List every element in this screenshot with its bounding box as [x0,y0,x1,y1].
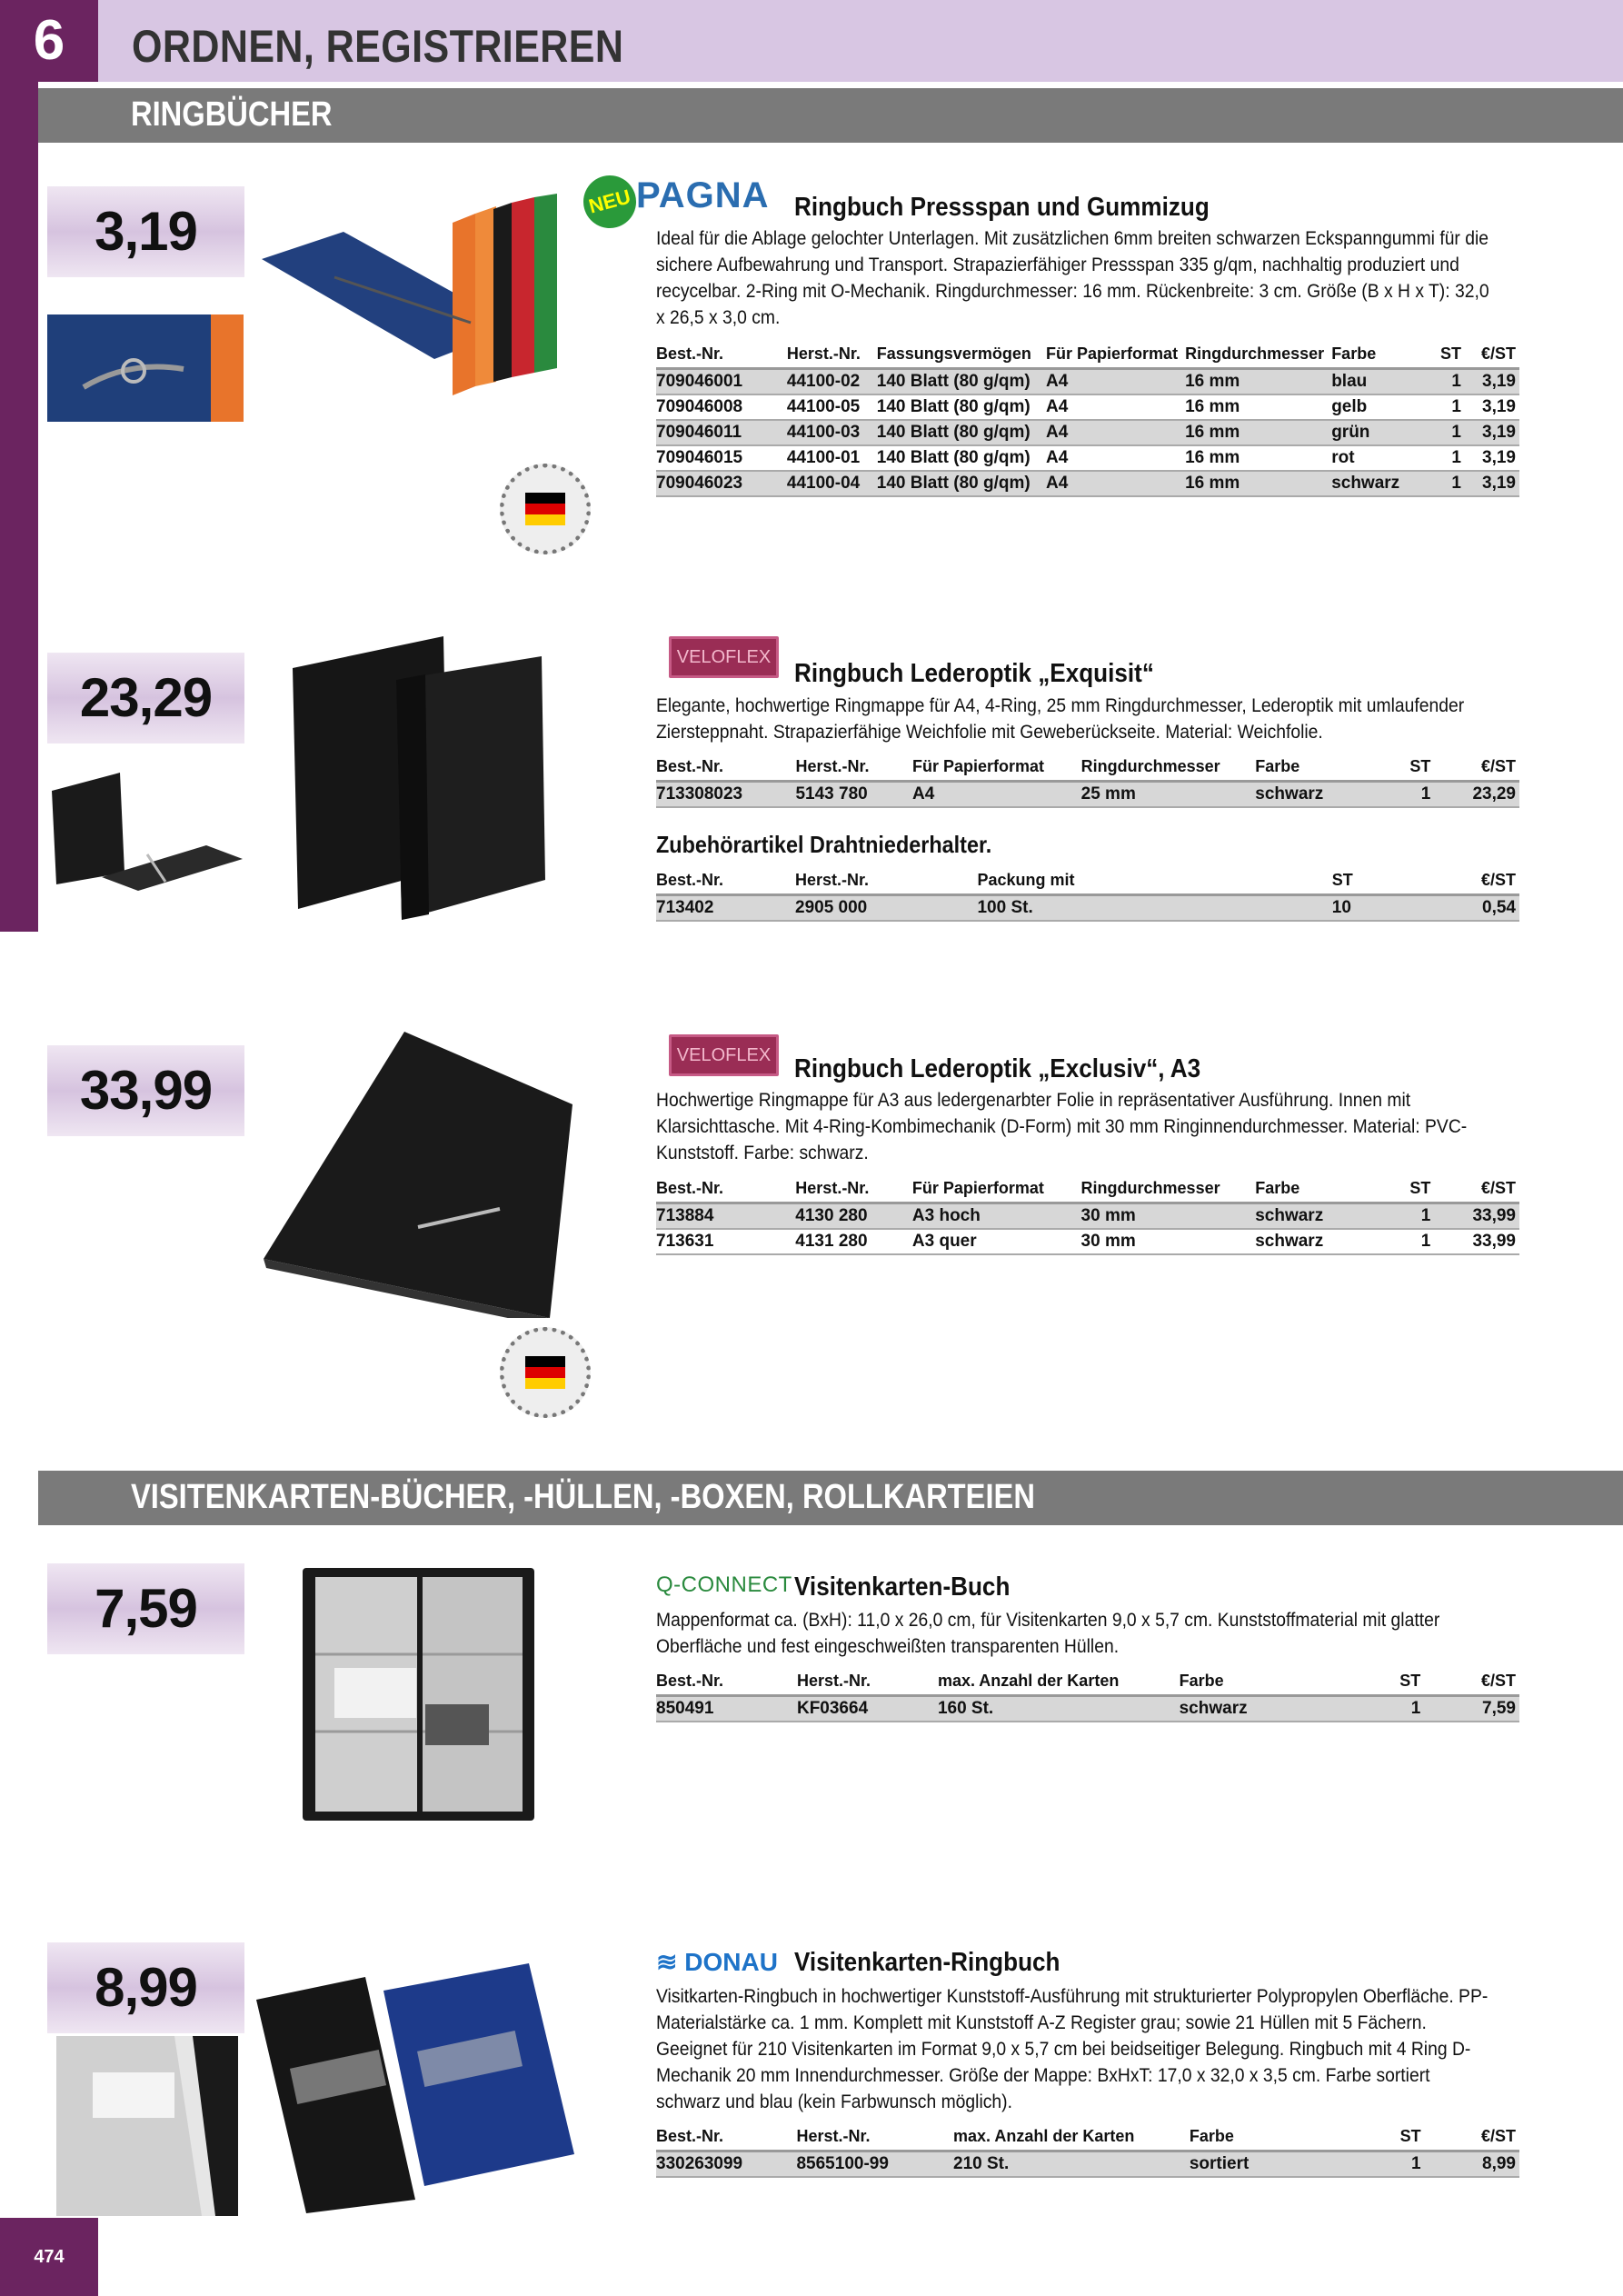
cell: 44100-04 [787,471,877,496]
table-row [656,394,1519,420]
cell: 16 mm [1185,445,1331,471]
col-header: Für Papierformat [912,1176,1081,1203]
cell: A4 [1046,394,1185,420]
brand-name: DONAU [684,1948,778,1976]
col-header: Packung mit [977,868,1331,895]
col-header: Ringdurchmesser [1081,754,1256,782]
table-row [656,1229,1519,1254]
col-header: Herst.-Nr. [795,868,977,895]
order-number: 713884 [656,1203,795,1230]
product-image [262,186,575,441]
product-image-detail [47,768,244,891]
col-header: Farbe [1331,342,1428,369]
product-description: Hochwertige Ringmappe für A3 aus ledergenarbter Folie in repräsentativer Ausführung. Innen mit Klarsichttasche. Mit 4-Ring-Kombimechanik (D-Form) mit 30 mm Ringinnendurchmesser. Material: PVC-Kunststoff. Farbe: schwarz. [656,1090,1468,1163]
cell: 140 Blatt (80 g/qm) [877,445,1046,471]
order-number: 330263099 [656,2151,796,2178]
col-header: max. Anzahl der Karten [938,1669,1180,1696]
product-image [259,1027,577,1318]
col-header: Farbe [1255,1176,1403,1203]
cell: 4130 280 [795,1203,912,1230]
made-in-germany-badge [500,1327,591,1418]
cell: blau [1331,369,1428,395]
price-tag: 23,29 [47,653,244,744]
col-header: Für Papierformat [912,754,1081,782]
order-number: 713631 [656,1229,795,1254]
col-header: €/ST [1465,342,1519,369]
cell: 3,19 [1465,369,1519,395]
product-image [256,1963,574,2213]
cell: 3,19 [1465,394,1519,420]
cell: 2905 000 [795,895,977,922]
cell: schwarz [1180,1696,1393,1722]
col-header: Ringdurchmesser [1081,1176,1256,1203]
col-header: €/ST [1424,1669,1519,1696]
chapter-number: 6 [0,0,98,82]
cell: 1 [1428,471,1465,496]
cell: 3,19 [1465,445,1519,471]
section-header-ringbuecher [38,88,1623,143]
brand-logo-qconnect: Q-CONNECT [656,1572,792,1597]
cell: schwarz [1331,471,1428,496]
col-header: ST [1403,1176,1434,1203]
product-image [303,1568,534,1821]
col-header: €/ST [1425,2124,1519,2151]
brand-logo-pagna: PAGNA [636,175,770,215]
cell: 4131 280 [795,1229,912,1254]
cell: 1 [1393,1696,1424,1722]
product-image [289,636,553,923]
col-header: ST [1428,342,1465,369]
cell: 140 Blatt (80 g/qm) [877,471,1046,496]
table-row [656,1696,1519,1722]
accessory-table [656,868,1519,922]
cell: 140 Blatt (80 g/qm) [877,420,1046,445]
table-row [656,1203,1519,1230]
cell: 3,19 [1465,420,1519,445]
col-header: Herst.-Nr. [796,2124,953,2151]
section-title: RINGBÜCHER [131,95,333,134]
col-header: Best.-Nr. [656,1176,795,1203]
col-header: ST [1332,868,1444,895]
price-tag: 3,19 [47,186,244,277]
order-number: 709046011 [656,420,787,445]
cell: A3 hoch [912,1203,1081,1230]
brand-name: VELOFLEX [676,1045,772,1065]
cell: 33,99 [1434,1229,1519,1254]
table-row [656,895,1519,922]
cell: 1 [1394,2151,1425,2178]
cell: 30 mm [1081,1229,1256,1254]
brand-logo-donau [656,1947,778,1977]
cell: sortiert [1190,2151,1394,2178]
product-title: Ringbuch Lederoptik „Exclusiv“, A3 [794,1054,1201,1083]
table-row [656,445,1519,471]
waves-icon: ≋ [656,1948,685,1976]
cell: 140 Blatt (80 g/qm) [877,394,1046,420]
cell: 5143 780 [795,782,912,808]
product-table [656,1176,1519,1255]
col-header: max. Anzahl der Karten [953,2124,1190,2151]
cell: A4 [1046,471,1185,496]
col-header: Für Papierformat [1046,342,1185,369]
cell: A4 [1046,420,1185,445]
table-row [656,369,1519,395]
cell: A4 [912,782,1081,808]
table-row [656,420,1519,445]
brand-logo-veloflex [669,1034,779,1076]
order-number: 850491 [656,1696,797,1722]
cell: 7,59 [1424,1696,1519,1722]
product-table [656,342,1519,497]
cell: 16 mm [1185,471,1331,496]
cell: 210 St. [953,2151,1190,2178]
cell: A4 [1046,445,1185,471]
cell: 0,54 [1444,895,1519,922]
col-header: Best.-Nr. [656,868,795,895]
page-number: 474 [0,2218,98,2296]
product-title: Visitenkarten-Buch [794,1572,1011,1602]
product-title: Ringbuch Pressspan und Gummizug [794,193,1210,222]
col-header: Farbe [1190,2124,1394,2151]
cell: 160 St. [938,1696,1180,1722]
table-row [656,2151,1519,2178]
cell: 140 Blatt (80 g/qm) [877,369,1046,395]
cell: 23,29 [1434,782,1519,808]
col-header: €/ST [1444,868,1519,895]
col-header: Farbe [1255,754,1403,782]
cell: 25 mm [1081,782,1256,808]
section-header-visitenkarten [38,1471,1623,1525]
table-row [656,471,1519,496]
cell: 1 [1403,1229,1434,1254]
col-header: Fassungsvermögen [877,342,1046,369]
section-title: VISITENKARTEN-BÜCHER, -HÜLLEN, -BOXEN, ROLLKARTEIEN [131,1478,1035,1516]
product-image-detail [47,314,244,422]
cell: A3 quer [912,1229,1081,1254]
cell: 1 [1403,1203,1434,1230]
col-header: Best.-Nr. [656,754,795,782]
cell: 1 [1428,394,1465,420]
col-header: Best.-Nr. [656,2124,796,2151]
cell: 16 mm [1185,420,1331,445]
col-header: Herst.-Nr. [797,1669,938,1696]
new-badge: NEU [577,169,642,234]
product-description: Elegante, hochwertige Ringmappe für A4, 4-Ring, 25 mm Ringdurchmesser, Lederoptik mit umlaufender Ziersteppnaht. Strapazierfähige Weichfolie mit Geweberückseite. Material: Weichfolie. [656,695,1465,743]
col-header: Herst.-Nr. [795,1176,912,1203]
cell: gelb [1331,394,1428,420]
cell: schwarz [1255,1229,1403,1254]
product-description: Mappenformat ca. (BxH): 11,0 x 26,0 cm, für Visitenkarten 9,0 x 5,7 cm. Kunststoffmaterial mit glatter Oberfläche und fest eingeschweißten transparenten Hüllen. [656,1610,1440,1657]
table-row [656,782,1519,808]
cell: 1 [1428,445,1465,471]
accessory-title: Zubehörartikel Drahtniederhalter. [656,831,992,858]
cell: schwarz [1255,1203,1403,1230]
cell: 1 [1403,782,1434,808]
order-number: 709046023 [656,471,787,496]
chapter-strip [0,82,38,932]
product-table [656,1669,1519,1722]
cell: 16 mm [1185,394,1331,420]
col-header: Best.-Nr. [656,1669,797,1696]
cell: schwarz [1255,782,1403,808]
cell: 33,99 [1434,1203,1519,1230]
col-header: Best.-Nr. [656,342,787,369]
col-header: ST [1403,754,1434,782]
cell: 8,99 [1425,2151,1519,2178]
brand-logo-veloflex [669,636,779,678]
cell: 10 [1332,895,1444,922]
cell: A4 [1046,369,1185,395]
price-tag: 8,99 [47,1942,244,2033]
order-number: 709046015 [656,445,787,471]
price-tag: 33,99 [47,1045,244,1136]
made-in-germany-badge [500,464,591,554]
col-header: ST [1393,1669,1424,1696]
cell: 3,19 [1465,471,1519,496]
product-description: Visitkarten-Ringbuch in hochwertiger Kunststoff-Ausführung mit strukturierter Polypropylen Oberfläche. PP-Materialstärke ca. 1 mm. Komplett mit Kunststoff A-Z Register grau; sowie 21 Hüllen mit 5 Fächern. Geeignet für 210 Visitenkarten im Format 9,0 x 5,7 cm bei beidseitiger Belegung. Ringbuch mit 4 Ring D-Mechanik 20 mm Innendurchmesser. Größe der Mappe: BxHxT: 17,0 x 32,0 x 3,5 cm. Farbe sortiert schwarz und blau (kein Farbwunsch möglich). [656,1986,1489,2112]
cell: 44100-03 [787,420,877,445]
order-number: 713402 [656,895,795,922]
product-title: Visitenkarten-Ringbuch [794,1948,1060,1977]
german-flag-icon [525,1356,565,1389]
product-description: Ideal für die Ablage gelochter Unterlagen. Mit zusätzlichen 6mm breiten schwarzen Eckspanngummi für die sichere Aufbewahrung und Transport. Strapazierfähiger Pressspan 335 g/qm, nachhaltig produziert und recycelbar. 2-Ring mit O-Mechanik. Ringdurchmesser: 16 mm. Rückenbreite: 3 cm. Größe (B x H x T): 32,0 x 26,5 x 3,0 cm. [656,228,1489,328]
price-tag: 7,59 [47,1563,244,1654]
col-header: Herst.-Nr. [787,342,877,369]
chapter-title: ORDNEN, REGISTRIEREN [132,21,624,72]
col-header: €/ST [1434,1176,1519,1203]
cell: 44100-05 [787,394,877,420]
brand-name: VELOFLEX [676,647,772,667]
cell: 1 [1428,369,1465,395]
cell: 44100-02 [787,369,877,395]
order-number: 709046008 [656,394,787,420]
cell: 44100-01 [787,445,877,471]
german-flag-icon [525,493,565,525]
col-header: €/ST [1434,754,1519,782]
product-image-detail [56,2036,238,2216]
cell: KF03664 [797,1696,938,1722]
col-header: Farbe [1180,1669,1393,1696]
cell: grün [1331,420,1428,445]
cell: 100 St. [977,895,1331,922]
order-number: 713308023 [656,782,795,808]
cell: 16 mm [1185,369,1331,395]
product-table [656,2124,1519,2178]
col-header: Herst.-Nr. [795,754,912,782]
product-table [656,754,1519,808]
cell: 1 [1428,420,1465,445]
col-header: Ringdurchmesser [1185,342,1331,369]
cell: rot [1331,445,1428,471]
cell: 8565100-99 [796,2151,953,2178]
cell: 30 mm [1081,1203,1256,1230]
col-header: ST [1394,2124,1425,2151]
product-title: Ringbuch Lederoptik „Exquisit“ [794,659,1154,688]
order-number: 709046001 [656,369,787,395]
